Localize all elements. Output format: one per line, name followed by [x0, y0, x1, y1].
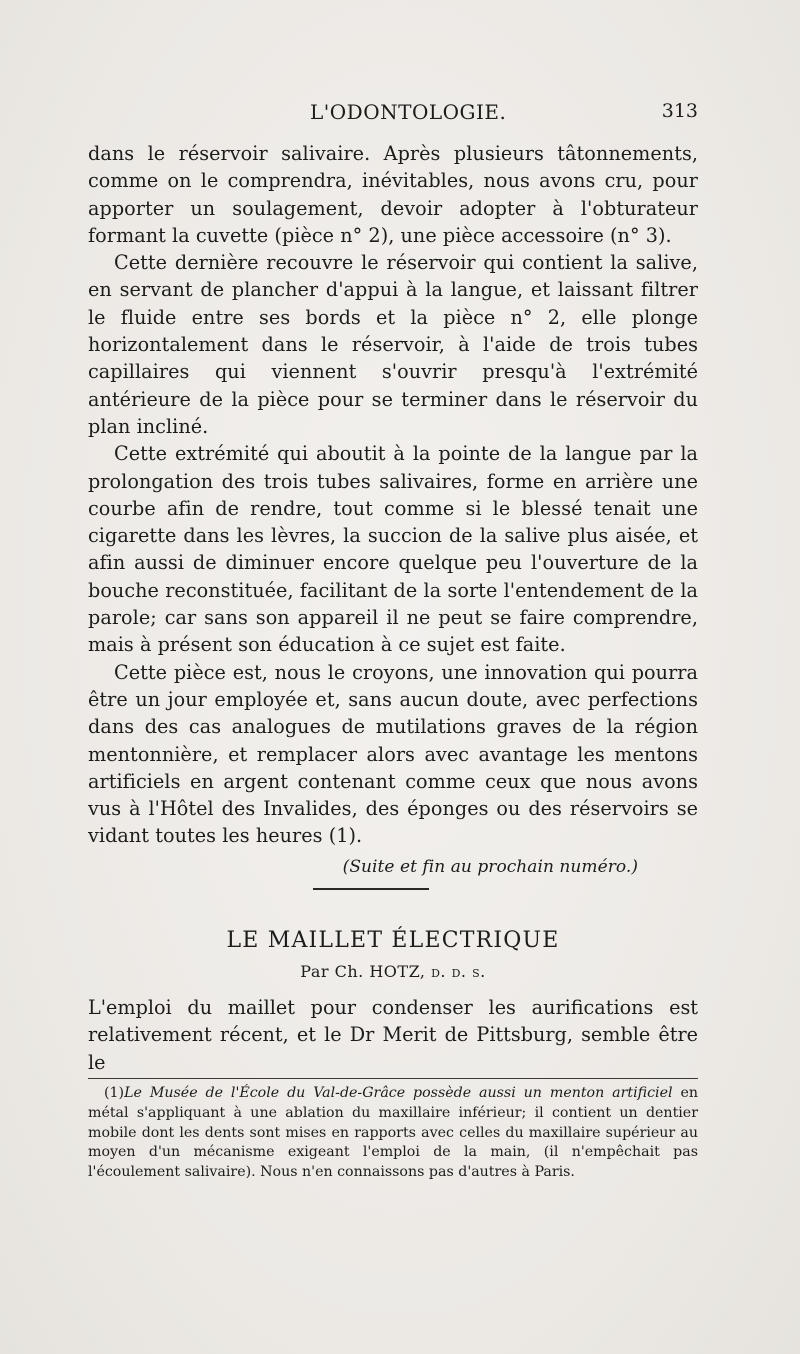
- running-title: L'ODONTOLOGIE.: [310, 100, 507, 124]
- article-text: [88, 994, 698, 1076]
- main-text: [88, 140, 698, 881]
- footnote-marker: (1): [104, 1085, 125, 1101]
- byline-author: Par Ch. HOTZ,: [300, 962, 426, 981]
- footnote: [88, 1084, 698, 1183]
- page-number: 313: [661, 100, 698, 122]
- byline-degree: d. d. s.: [431, 962, 486, 981]
- running-head: [88, 100, 698, 128]
- article-title: LE MAILLET ÉLECTRIQUE: [226, 928, 560, 953]
- paragraph-2: Cette dernière recouvre le réservoir qui contient la salive, en servant de plancher d'appui à la langue, et laissant filtrer le fluide entre ses bords et la pièce n° 2, elle plonge horizontalement dans le réservoir, à l'aide de trois tubes capillaires qui viennent s'ouvrir presqu'à l'extrémité antérieure de la pièce pour se terminer dans le réservoir du plan incliné.: [88, 251, 698, 438]
- footnote-italic-lead: Le Musée de l'École du Val-de-Grâce possède aussi un menton artificiel: [124, 1085, 673, 1101]
- article-paragraph-1: L'emploi du maillet pour condenser les aurifications est relativement récent, et le Dr Merit de Pittsburg, semble être le: [88, 996, 698, 1074]
- footnote-text: en métal s'appliquant à une ablation du maxillaire inférieur; il contient un dentier mobile dont les dents sont mises en rapports avec celles du maxillaire supérieur au moyen d'un mécanisme exigeant l'emploi de la main, (il n'empêchait pas l'écoulement salivaire). Nous n'en connaissons pas d'autres à Paris.: [88, 1085, 698, 1181]
- footnote-rule: [88, 1078, 698, 1079]
- paragraph-4: Cette pièce est, nous le croyons, une innovation qui pourra être un jour employée et, sans aucun doute, avec perfections dans des cas analogues de mutilations graves de la région mentonnière, et remplacer alors avec avantage les mentons artificiels en argent contenant comme ceux que nous avons vus à l'Hôtel des Invalides, des éponges ou des réservoirs se vidant toutes les heures (1).: [88, 660, 698, 848]
- continued-note: (Suite et fin au prochain numéro.): [342, 856, 638, 877]
- paragraph-1: dans le réservoir salivaire. Après plusieurs tâtonnements, comme on le comprendra, inévitables, nous avons cru, pour apporter un soulagement, devoir adopter à l'obturateur formant la cuvette (pièce n° 2), une pièce accessoire (n° 3).: [88, 142, 698, 247]
- section-divider: [313, 888, 429, 890]
- byline: [88, 962, 698, 981]
- paragraph-3: Cette extrémité qui aboutit à la pointe de la langue par la prolongation des trois tubes salivaires, forme en arrière une courbe afin de rendre, tout comme si le blessé tenait une cigarette dans les lèvres, la succion de la salive plus aisée, et afin aussi de diminuer encore quelque peu l'ouverture de la bouche reconstituée, facilitant de la sorte l'entendement de la parole; car sans son appareil il ne peut se faire comprendre, mais à présent son éducation à ce sujet est faite.: [88, 442, 698, 657]
